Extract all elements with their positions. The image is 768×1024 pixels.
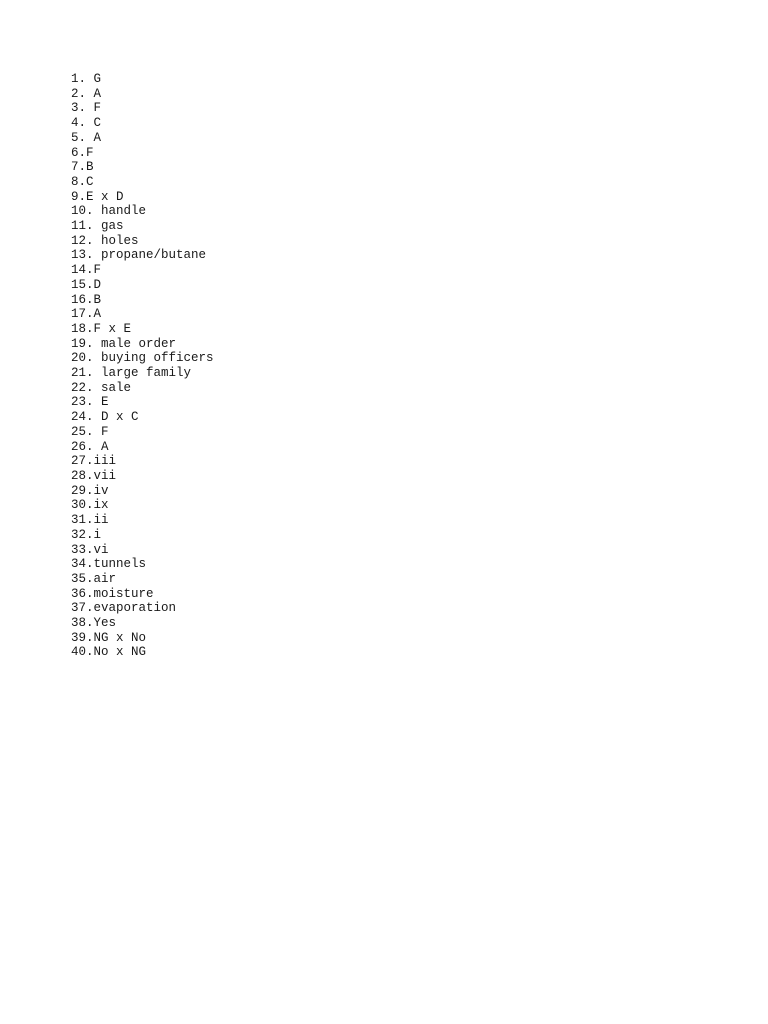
answer-line-12: 12. holes: [71, 233, 139, 248]
answer-line-24: 24. D x C: [71, 410, 139, 425]
answer-line-37: 37.evaporation: [71, 601, 177, 616]
answer-line-25: 25. F: [71, 424, 109, 439]
answer-line-34: 34.tunnels: [71, 557, 147, 572]
answer-line-32: 32.i: [71, 527, 102, 542]
answer-line-10: 10. handle: [71, 204, 147, 219]
answer-line-20: 20. buying officers: [71, 351, 214, 366]
answer-line-27: 27.iii: [71, 454, 117, 469]
answer-line-15: 15.D: [71, 277, 102, 292]
answer-line-38: 38.Yes: [71, 616, 117, 631]
answer-line-7: 7.B: [71, 160, 94, 175]
answer-line-18: 18.F x E: [71, 321, 132, 336]
answer-line-14: 14.F: [71, 263, 102, 278]
answer-line-11: 11. gas: [71, 219, 124, 234]
answer-line-21: 21. large family: [71, 366, 192, 381]
answer-line-9: 9.E x D: [71, 189, 124, 204]
answer-line-33: 33.vi: [71, 542, 109, 557]
answer-line-3: 3. F: [71, 101, 102, 116]
answer-line-2: 2. A: [71, 86, 102, 101]
answer-line-17: 17.A: [71, 307, 102, 322]
answer-line-36: 36.moisture: [71, 586, 154, 601]
answer-line-8: 8.C: [71, 174, 94, 189]
answer-line-6: 6.F: [71, 145, 94, 160]
answer-line-1: 1. G: [71, 72, 102, 86]
answer-line-30: 30.ix: [71, 498, 109, 513]
answer-line-19: 19. male order: [71, 336, 177, 351]
answer-line-26: 26. A: [71, 439, 109, 454]
answer-line-35: 35.air: [71, 571, 117, 586]
answer-line-29: 29.iv: [71, 483, 109, 498]
answer-line-31: 31.ii: [71, 513, 109, 528]
answer-line-40: 40.No x NG: [71, 645, 147, 660]
answer-line-22: 22. sale: [71, 380, 132, 395]
answer-line-28: 28.vii: [71, 468, 117, 483]
answer-line-39: 39.NG x No: [71, 630, 147, 645]
answer-line-4: 4. C: [71, 116, 102, 131]
answer-line-16: 16.B: [71, 292, 102, 307]
answer-line-5: 5. A: [71, 130, 102, 145]
answer-line-13: 13. propane/butane: [71, 248, 207, 263]
answer-list: [71, 72, 214, 660]
answer-line-23: 23. E: [71, 395, 109, 410]
